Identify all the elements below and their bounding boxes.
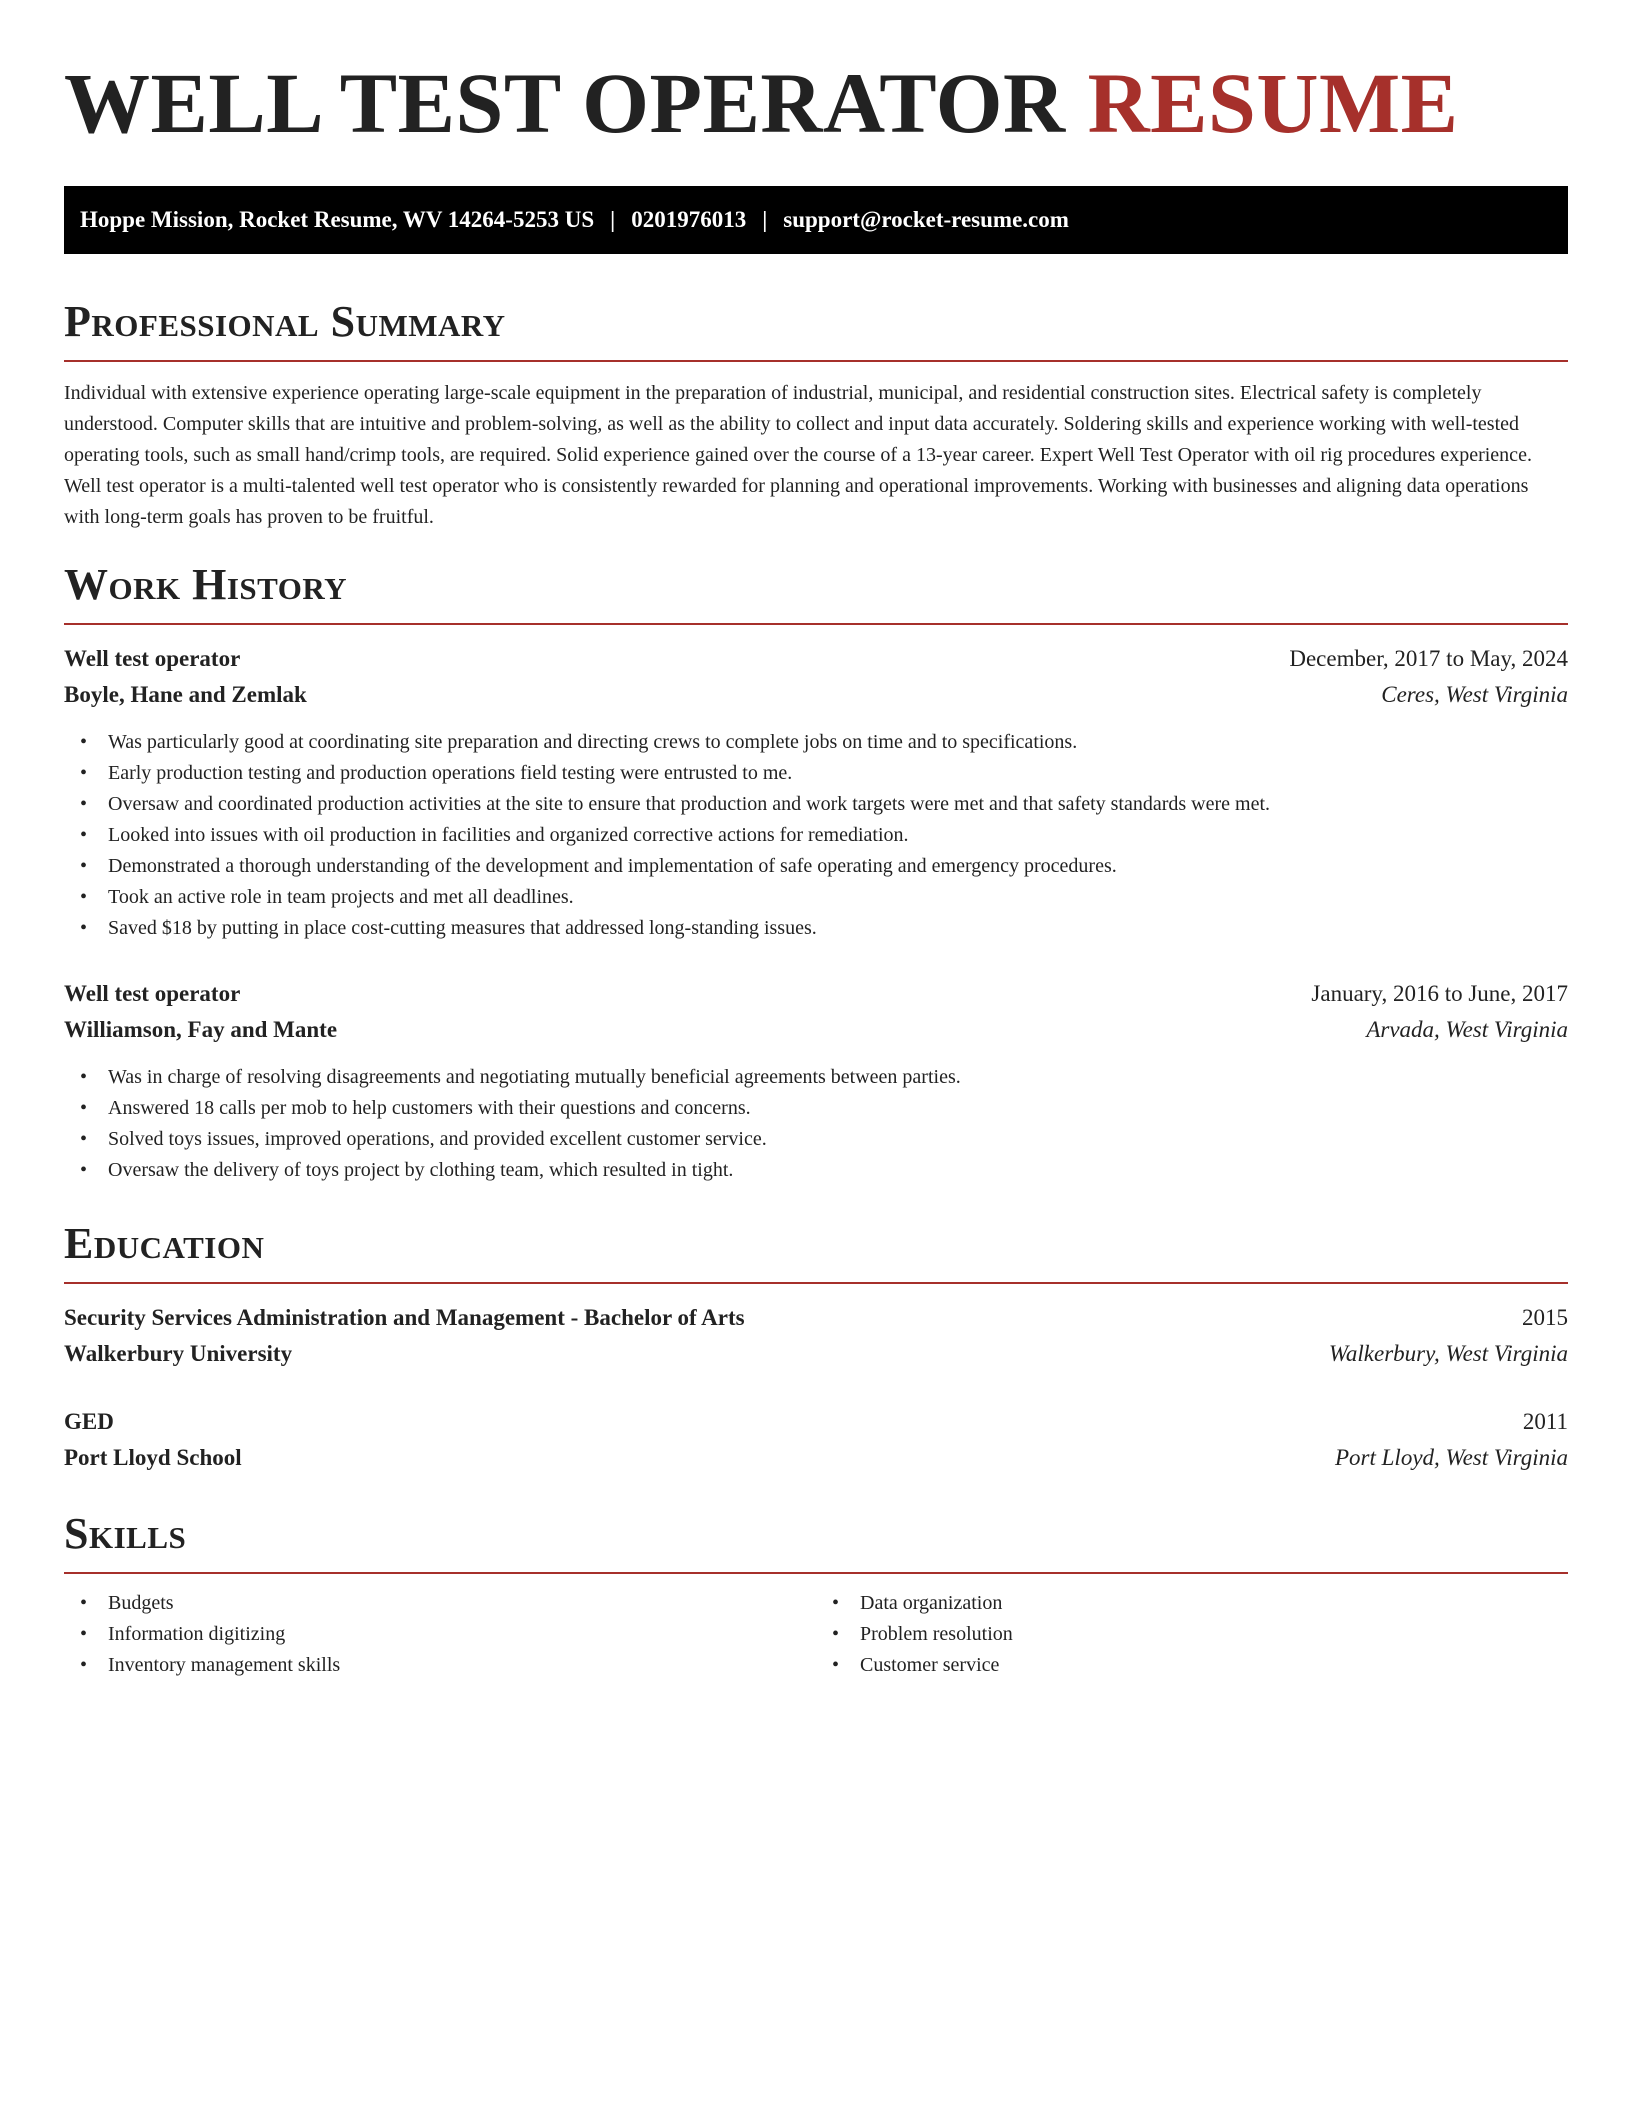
skills-heading: Skills [64, 1509, 187, 1558]
job-title: Well test operator [64, 646, 241, 671]
education-entry [64, 1300, 1568, 1372]
education-entry [64, 1404, 1568, 1476]
bullet-icon: • [80, 1097, 88, 1119]
job-bullet [80, 851, 1568, 882]
bullet-icon: • [80, 1592, 88, 1614]
education-year: 2011 [1522, 1409, 1568, 1434]
job-bullet [80, 789, 1568, 820]
job-bullet [80, 882, 1568, 913]
summary-text: Individual with extensive experience operating large-scale equipment in the preparation of industrial, municipal, and residential construction sites. Electrical safety is completely understood. Computer skills that are intuitive and problem-solving, as well as the ability to collect and input data accurately. Soldering skills and experience working with well-tested operating tools, such as small hand/crimp tools, are required. Solid experience gained over the course of a 13-year career. Expert Well Test Operator with oil rig procedures experience. Well test operator is a multi-talented well test operator who is consistently rewarded for planning and operational improvements. Working with businesses and aligning data operations with long-term goals has proven to be fruitful. [64, 382, 1532, 528]
job-bullets [64, 727, 1568, 944]
bullet-icon: • [80, 1654, 88, 1676]
job-company-row [64, 1012, 1568, 1048]
job-title: Well test operator [64, 981, 241, 1006]
job-location: Arvada, West Virginia [1366, 1017, 1568, 1042]
job-bullet-text: Answered 18 calls per mob to help customers with their questions and concerns. [108, 1097, 751, 1119]
title-main: WELL TEST OPERATOR [64, 55, 1066, 151]
education-location: Walkerbury, West Virginia [1328, 1341, 1568, 1366]
bullet-icon: • [80, 886, 88, 908]
bullet-icon: • [832, 1654, 840, 1676]
education-section [64, 1218, 1568, 1476]
education-degree-row [64, 1404, 1568, 1440]
contact-separator: | [762, 207, 768, 232]
contact-address: Hoppe Mission, Rocket Resume, WV 14264-5253 US [80, 207, 595, 232]
summary-heading: Professional Summary [64, 297, 506, 346]
education-degree-row [64, 1300, 1568, 1336]
education-heading: Education [64, 1219, 265, 1268]
section-divider [64, 1572, 1568, 1574]
job-dates: January, 2016 to June, 2017 [1311, 981, 1568, 1006]
bullet-icon: • [832, 1623, 840, 1645]
job-location: Ceres, West Virginia [1381, 682, 1568, 707]
skill-item [80, 1619, 816, 1650]
skill-item [832, 1619, 1568, 1650]
job-bullet-text: Demonstrated a thorough understanding of the development and implementation of safe operating and emergency procedures. [108, 855, 1117, 877]
bullet-icon: • [80, 1128, 88, 1150]
bullet-icon: • [80, 855, 88, 877]
education-degree: GED [64, 1409, 114, 1434]
job-bullet-text: Took an active role in team projects and met all deadlines. [108, 886, 574, 908]
bullet-icon: • [80, 1066, 88, 1088]
job-bullet-text: Looked into issues with oil production in facilities and organized corrective actions for remediation. [108, 824, 909, 846]
job-bullet [80, 758, 1568, 789]
job-bullet [80, 1124, 1568, 1155]
job-company: Williamson, Fay and Mante [64, 1017, 338, 1042]
job-bullet [80, 727, 1568, 758]
job-bullet-text: Was in charge of resolving disagreements and negotiating mutually beneficial agreements between parties. [108, 1066, 961, 1088]
skills-grid [64, 1588, 1568, 1681]
resume-title [64, 55, 1568, 151]
job-bullet-text: Early production testing and production operations field testing were entrusted to me. [108, 762, 793, 784]
job-entry [64, 976, 1568, 1186]
job-title-row [64, 976, 1568, 1012]
job-bullet-text: Saved $18 by putting in place cost-cutting measures that addressed long-standing issues. [108, 917, 817, 939]
education-school: Port Lloyd School [64, 1445, 242, 1470]
education-year: 2015 [1522, 1305, 1568, 1330]
contact-email: support@rocket-resume.com [783, 207, 1069, 232]
bullet-icon: • [80, 762, 88, 784]
job-title-row [64, 641, 1568, 677]
work-history-heading: Work History [64, 560, 348, 609]
bullet-icon: • [832, 1592, 840, 1614]
skills-list [816, 1588, 1568, 1681]
title-accent: RESUME [1087, 55, 1459, 151]
education-school-row [64, 1440, 1568, 1476]
education-location: Port Lloyd, West Virginia [1335, 1445, 1568, 1470]
section-divider [64, 1282, 1568, 1284]
bullet-icon: • [80, 1159, 88, 1181]
contact-separator: | [610, 207, 616, 232]
job-bullet-text: Was particularly good at coordinating site preparation and directing crews to complete jobs on time and to specifications. [108, 731, 1078, 753]
contact-phone: 0201976013 [631, 207, 747, 232]
skills-column-right [816, 1588, 1568, 1681]
skill-text: Problem resolution [860, 1623, 1013, 1645]
bullet-icon: • [80, 824, 88, 846]
job-dates: December, 2017 to May, 2024 [1289, 646, 1568, 671]
contact-bar [64, 186, 1568, 254]
skill-item [80, 1588, 816, 1619]
skill-text: Inventory management skills [108, 1654, 341, 1676]
skills-list [64, 1588, 816, 1681]
job-bullet [80, 1093, 1568, 1124]
skills-column-left [64, 1588, 816, 1681]
skill-text: Budgets [108, 1592, 174, 1614]
bullet-icon: • [80, 917, 88, 939]
job-bullets [64, 1062, 1568, 1186]
bullet-icon: • [80, 731, 88, 753]
job-bullet-text: Oversaw the delivery of toys project by clothing team, which resulted in tight. [108, 1159, 734, 1181]
education-school: Walkerbury University [64, 1341, 293, 1366]
job-company: Boyle, Hane and Zemlak [64, 682, 307, 707]
job-bullet-text: Oversaw and coordinated production activities at the site to ensure that production and work targets were met and that safety standards were met. [108, 793, 1271, 815]
job-company-row [64, 677, 1568, 713]
section-divider [64, 623, 1568, 625]
skill-text: Information digitizing [108, 1623, 286, 1645]
work-history-section [64, 559, 1568, 1186]
bullet-icon: • [80, 793, 88, 815]
skills-section [64, 1508, 1568, 1681]
education-school-row [64, 1336, 1568, 1372]
job-bullet [80, 820, 1568, 851]
job-bullet [80, 1062, 1568, 1093]
skill-item [832, 1650, 1568, 1681]
job-bullet [80, 1155, 1568, 1186]
job-bullet [80, 913, 1568, 944]
education-degree: Security Services Administration and Management - Bachelor of Arts [64, 1305, 745, 1330]
section-divider [64, 360, 1568, 362]
summary-section [64, 296, 1568, 533]
job-entry [64, 641, 1568, 944]
skill-text: Data organization [860, 1592, 1003, 1614]
skill-text: Customer service [860, 1654, 1000, 1676]
job-bullet-text: Solved toys issues, improved operations, and provided excellent customer service. [108, 1128, 767, 1150]
bullet-icon: • [80, 1623, 88, 1645]
skill-item [80, 1650, 816, 1681]
skill-item [832, 1588, 1568, 1619]
